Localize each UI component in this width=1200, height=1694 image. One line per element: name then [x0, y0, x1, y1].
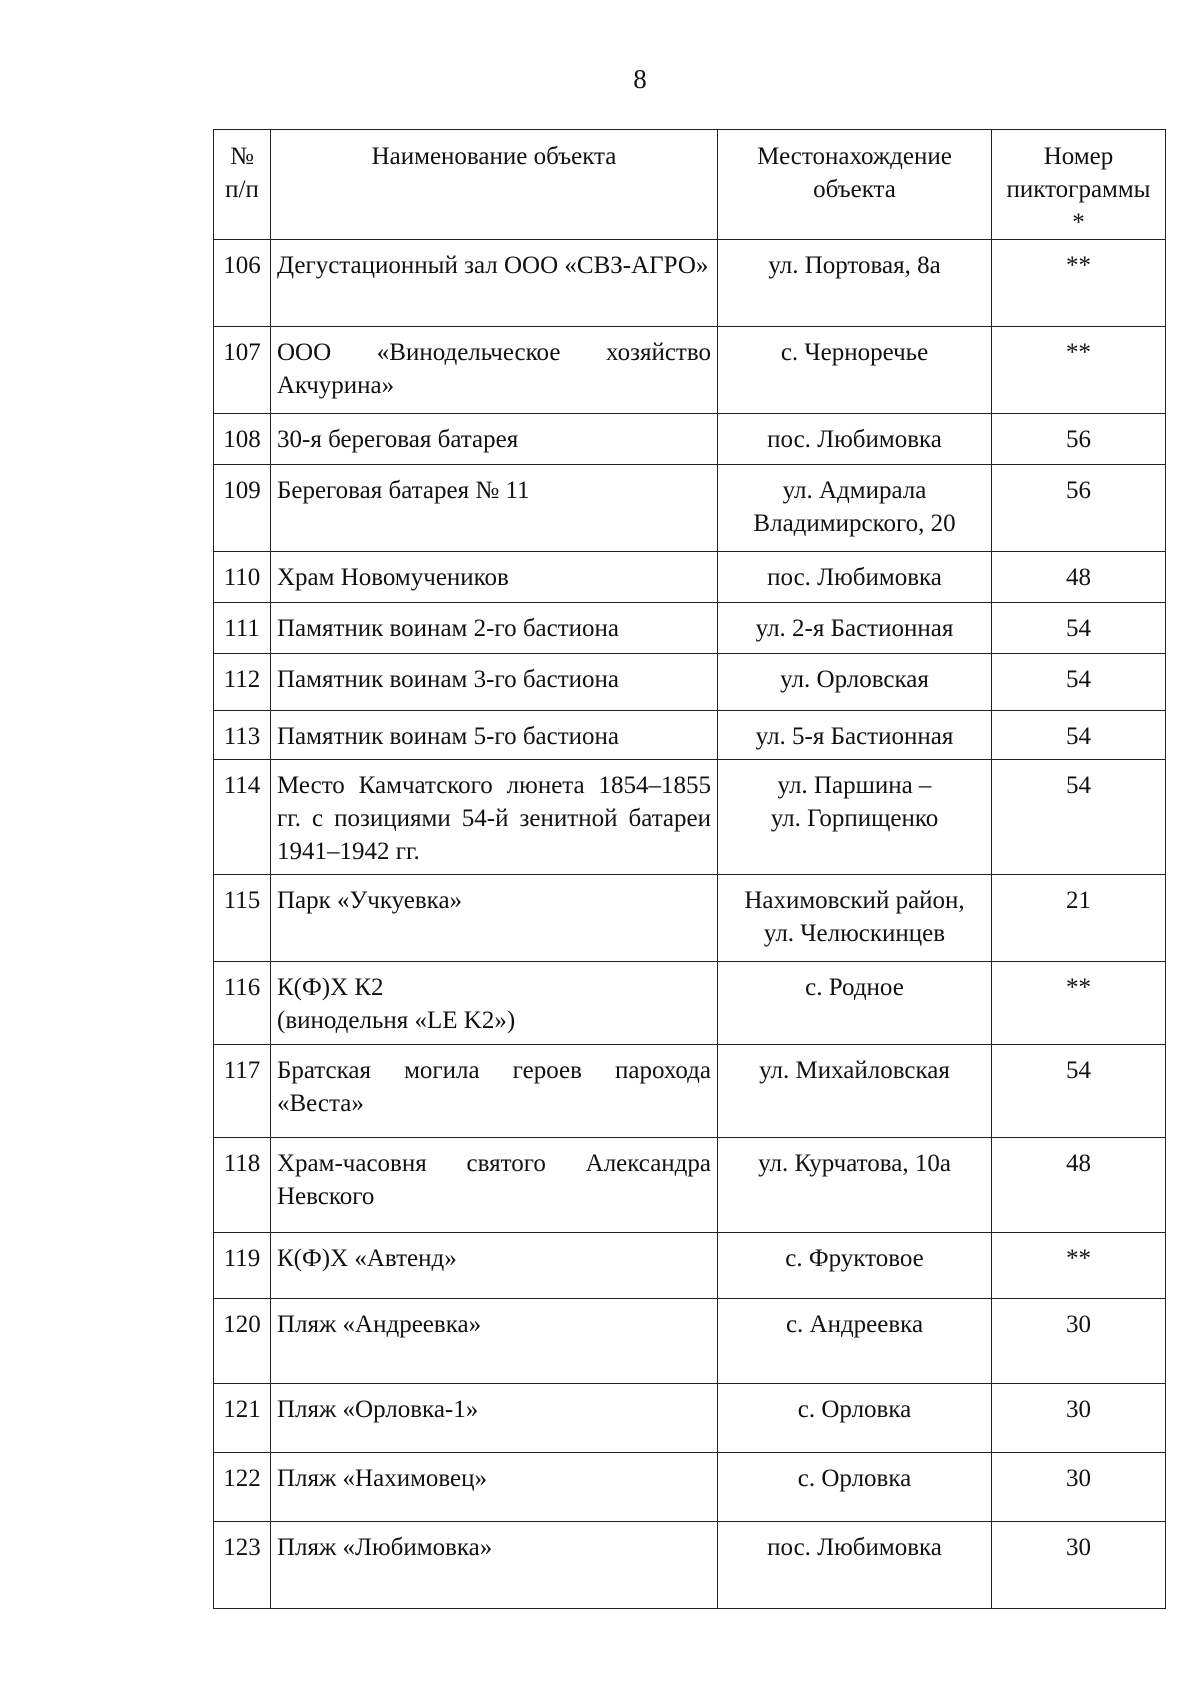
row-number-cell [214, 875, 271, 962]
pictogram-number-cell [992, 465, 1166, 552]
object-name: Памятник воинам 2-го бастиона [277, 615, 620, 642]
table-row [214, 654, 1166, 711]
object-name-cell [271, 760, 718, 875]
object-location-cell [718, 654, 992, 711]
object-name-cell [271, 962, 718, 1045]
object-location-cell [718, 962, 992, 1045]
object-location-cell [718, 552, 992, 603]
object-name-cell [271, 414, 718, 465]
object-name: Место Камчатского люнета 1854–1855 гг. с позициями 54-й зенитной батареи 1941–1942 гг. [277, 772, 711, 865]
object-location: ул. Адмирала Владимирского, 20 [753, 477, 956, 537]
pictogram-number: 30 [1066, 1396, 1091, 1423]
object-location: ул. Михайловская [759, 1057, 950, 1084]
pictogram-number: ** [1066, 339, 1091, 366]
object-name: Пляж «Любимовка» [277, 1534, 493, 1561]
object-location: пос. Любимовка [767, 426, 942, 453]
pictogram-number: 54 [1066, 772, 1091, 799]
object-location: ул. Курчатова, 10а [758, 1150, 951, 1177]
object-name-cell [271, 552, 718, 603]
row-number: 123 [223, 1534, 261, 1561]
row-number-cell [214, 240, 271, 327]
object-name-cell [271, 240, 718, 327]
object-location-cell [718, 1299, 992, 1384]
object-location: Нахимовский район, ул. Челюскинцев [744, 887, 965, 947]
pictogram-number: ** [1066, 252, 1091, 279]
row-number-cell [214, 603, 271, 654]
row-number: 106 [223, 252, 261, 279]
object-location-cell [718, 603, 992, 654]
row-number: 111 [224, 615, 260, 642]
pictogram-number: 56 [1066, 426, 1091, 453]
pictogram-number-cell [992, 760, 1166, 875]
row-number: 115 [223, 887, 261, 914]
row-number: 112 [223, 666, 261, 693]
table-row [214, 603, 1166, 654]
object-name-cell [271, 1453, 718, 1522]
table-row [214, 1138, 1166, 1233]
pictogram-number-cell [992, 1453, 1166, 1522]
pictogram-number-cell [992, 603, 1166, 654]
row-number: 120 [223, 1311, 261, 1338]
object-location-cell [718, 875, 992, 962]
row-number-cell [214, 711, 271, 760]
table-row [214, 414, 1166, 465]
row-number: 113 [223, 723, 261, 750]
table-row [214, 1384, 1166, 1453]
pictogram-number: 48 [1066, 1150, 1091, 1177]
object-name-cell [271, 327, 718, 414]
header-num: № п/п [214, 130, 271, 240]
pictogram-number-cell [992, 654, 1166, 711]
object-name: Пляж «Орловка-1» [277, 1396, 479, 1423]
pictogram-number-cell [992, 327, 1166, 414]
object-location-cell [718, 1045, 992, 1138]
object-location: ул. Орловская [780, 666, 929, 693]
pictogram-number-cell [992, 1384, 1166, 1453]
object-location: с. Орловка [797, 1396, 912, 1423]
object-name-cell [271, 603, 718, 654]
page-number: 8 [633, 64, 647, 94]
table-row [214, 465, 1166, 552]
object-name: Братская могила героев парохода «Веста» [277, 1057, 711, 1117]
pictogram-number: 54 [1066, 723, 1091, 750]
pictogram-number-cell [992, 1138, 1166, 1233]
object-location: ул. Портовая, 8а [768, 252, 941, 279]
object-location-cell [718, 1233, 992, 1299]
row-number-cell [214, 1138, 271, 1233]
row-number-cell [214, 1233, 271, 1299]
row-number-cell [214, 1522, 271, 1609]
object-location-cell [718, 1522, 992, 1609]
pictogram-number: 54 [1066, 615, 1091, 642]
pictogram-number-cell [992, 1299, 1166, 1384]
pictogram-number-cell [992, 552, 1166, 603]
object-location: с. Черноречье [780, 339, 929, 366]
object-location-cell [718, 327, 992, 414]
pictogram-number: 56 [1066, 477, 1091, 504]
table-row [214, 760, 1166, 875]
row-number-cell [214, 654, 271, 711]
object-name: Памятник воинам 5-го бастиона [277, 723, 620, 750]
table-row [214, 327, 1166, 414]
table-row [214, 552, 1166, 603]
object-name: Пляж «Андреевка» [277, 1311, 482, 1338]
pictogram-number-cell [992, 1045, 1166, 1138]
object-name: 30-я береговая батарея [277, 426, 519, 453]
row-number: 109 [223, 477, 261, 504]
object-location-cell [718, 1453, 992, 1522]
object-name-cell [271, 1522, 718, 1609]
pictogram-number-cell [992, 711, 1166, 760]
object-name: Береговая батарея № 11 [277, 477, 530, 504]
row-number-cell [214, 1299, 271, 1384]
row-number: 121 [223, 1396, 261, 1423]
pictogram-number: 54 [1066, 1057, 1091, 1084]
pictogram-number-cell [992, 414, 1166, 465]
pictogram-number-cell [992, 962, 1166, 1045]
pictogram-number: ** [1066, 1245, 1091, 1272]
object-name-cell [271, 1233, 718, 1299]
row-number-cell [214, 1453, 271, 1522]
object-location: ул. Паршина – ул. Горпищенко [770, 772, 939, 832]
object-name-cell [271, 654, 718, 711]
pictogram-number: 54 [1066, 666, 1091, 693]
row-number-cell [214, 327, 271, 414]
object-name-cell [271, 1045, 718, 1138]
object-location-cell [718, 414, 992, 465]
object-location: пос. Любимовка [767, 1534, 942, 1561]
row-number: 119 [223, 1245, 261, 1272]
table-row [214, 1299, 1166, 1384]
row-number-cell [214, 414, 271, 465]
object-location: ул. 2-я Бастионная [755, 615, 954, 642]
pictogram-number: 48 [1066, 564, 1091, 591]
object-location: с. Орловка [797, 1465, 912, 1492]
table-header-row [214, 130, 1166, 240]
object-name: К(Ф)Х К2 (винодельня «LE K2») [277, 974, 516, 1034]
object-location-cell [718, 760, 992, 875]
pictogram-number: 30 [1066, 1465, 1091, 1492]
table-row [214, 875, 1166, 962]
row-number: 114 [223, 772, 261, 799]
table-row [214, 962, 1166, 1045]
object-name: Дегустационный зал ООО «СВЗ-АГРО» [277, 252, 709, 279]
row-number-cell [214, 1384, 271, 1453]
pictogram-number-cell [992, 240, 1166, 327]
table-row [214, 1453, 1166, 1522]
header-location: Местонахождение объекта [718, 130, 992, 240]
object-location: ул. 5-я Бастионная [755, 723, 954, 750]
row-number: 108 [223, 426, 261, 453]
table-row [214, 1233, 1166, 1299]
object-location: с. Фруктовое [785, 1245, 924, 1272]
pictogram-number-cell [992, 875, 1166, 962]
header-name: Наименование объекта [271, 130, 718, 240]
table-row [214, 711, 1166, 760]
header-pictogram: Номер пиктограммы * [992, 130, 1166, 240]
row-number: 122 [223, 1465, 261, 1492]
row-number: 107 [223, 339, 261, 366]
object-name-cell [271, 465, 718, 552]
object-location: с. Родное [805, 974, 904, 1001]
object-location-cell [718, 1138, 992, 1233]
row-number: 118 [223, 1150, 261, 1177]
pictogram-number-cell [992, 1522, 1166, 1609]
pictogram-number: ** [1066, 974, 1091, 1001]
pictogram-number: 30 [1066, 1534, 1091, 1561]
object-name: Храм-часовня святого Александра Невского [277, 1150, 711, 1210]
object-name: К(Ф)Х «Автенд» [277, 1245, 457, 1272]
object-name-cell [271, 711, 718, 760]
table-row [214, 1045, 1166, 1138]
object-location-cell [718, 240, 992, 327]
object-name: Памятник воинам 3-го бастиона [277, 666, 620, 693]
table-row [214, 1522, 1166, 1609]
objects-table [213, 129, 1166, 1609]
row-number-cell [214, 760, 271, 875]
row-number: 110 [223, 564, 261, 591]
object-name-cell [271, 1384, 718, 1453]
object-name: ООО «Винодельческое хозяйство Акчурина» [277, 339, 711, 399]
object-name: Пляж «Нахимовец» [277, 1465, 488, 1492]
row-number-cell [214, 552, 271, 603]
object-location-cell [718, 711, 992, 760]
row-number-cell [214, 1045, 271, 1138]
object-location-cell [718, 1384, 992, 1453]
object-name-cell [271, 875, 718, 962]
row-number: 117 [223, 1057, 261, 1084]
row-number-cell [214, 962, 271, 1045]
table-row [214, 240, 1166, 327]
object-name: Храм Новомучеников [277, 564, 509, 591]
pictogram-number: 21 [1066, 887, 1091, 914]
pictogram-number-cell [992, 1233, 1166, 1299]
pictogram-number: 30 [1066, 1311, 1091, 1338]
object-name-cell [271, 1138, 718, 1233]
object-name-cell [271, 1299, 718, 1384]
row-number-cell [214, 465, 271, 552]
object-location: пос. Любимовка [767, 564, 942, 591]
row-number: 116 [223, 974, 261, 1001]
object-location: с. Андреевка [785, 1311, 924, 1338]
object-name: Парк «Учкуевка» [277, 887, 463, 914]
object-location-cell [718, 465, 992, 552]
